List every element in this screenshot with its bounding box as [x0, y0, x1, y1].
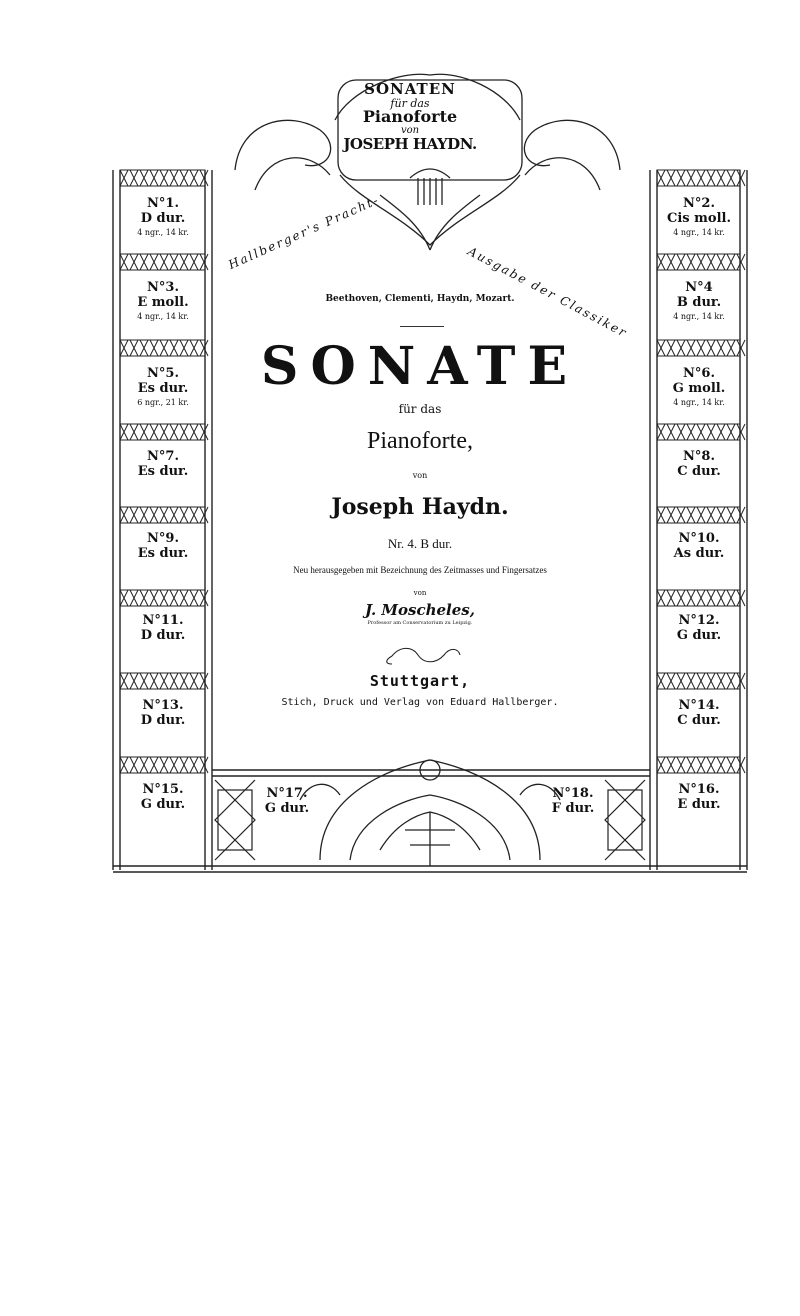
panel-key: G dur.: [140, 797, 186, 812]
panel-key: Cis moll.: [667, 211, 731, 226]
lattice-cross: [737, 170, 745, 186]
lattice-cross: [727, 170, 735, 186]
publisher: Stich, Druck und Verlag von Eduard Hallberger.: [281, 697, 559, 708]
panel-key: C dur.: [677, 464, 721, 479]
panel-price: 4 ngr., 14 kr.: [673, 398, 725, 407]
lattice-cross: [180, 340, 188, 356]
lattice-band: [120, 340, 205, 356]
sonata-panel: [656, 441, 742, 511]
sonata-panel: [656, 605, 742, 675]
lattice-cross: [677, 340, 685, 356]
sonata-panel: [120, 523, 206, 593]
sonata-panel: [120, 441, 206, 511]
sonata-panel: [656, 690, 742, 760]
crest-line-3: Pianoforte: [362, 107, 458, 127]
sonata-panel: [656, 272, 742, 342]
panel-key: D dur.: [140, 628, 186, 643]
lattice-cross: [677, 170, 685, 186]
lattice-cross: [667, 340, 675, 356]
city: Stuttgart,: [369, 672, 471, 690]
lattice-cross: [737, 340, 745, 356]
panel-no: N°16.: [678, 782, 720, 797]
panel-no: N°9.: [147, 531, 179, 546]
panel-key: G dur.: [264, 801, 310, 816]
lattice-cross: [717, 340, 725, 356]
lattice-cross: [120, 340, 128, 356]
sonata-number: Nr. 4. B dur.: [387, 536, 453, 551]
panel-key: G moll.: [672, 381, 726, 396]
lattice-cross: [130, 673, 138, 689]
lattice-cross: [667, 673, 675, 689]
composer-name: Joseph Haydn.: [331, 494, 509, 520]
panel-key: F dur.: [551, 801, 595, 816]
lattice-cross: [170, 170, 178, 186]
crest-line-5: JOSEPH HAYDN.: [343, 134, 477, 153]
lattice-cross: [737, 673, 745, 689]
lattice-cross: [180, 170, 188, 186]
lattice-band: [120, 673, 205, 689]
composers-line: Beethoven, Clementi, Haydn, Mozart.: [325, 294, 515, 304]
lattice-cross: [697, 673, 705, 689]
by-text: von: [412, 471, 428, 480]
panel-no: N°11.: [142, 613, 184, 628]
lattice-cross: [140, 170, 148, 186]
sonata-panel: [120, 272, 206, 342]
panel-price: 6 ngr., 21 kr.: [137, 398, 189, 407]
lattice-cross: [200, 170, 208, 186]
panel-price: 4 ngr., 14 kr.: [137, 228, 189, 237]
divider: [400, 326, 444, 327]
by-text-2: von: [413, 589, 427, 597]
lattice-cross: [717, 673, 725, 689]
panel-key: E moll.: [137, 295, 189, 310]
lattice-cross: [170, 340, 178, 356]
lattice-cross: [717, 170, 725, 186]
panel-key: D dur.: [140, 211, 186, 226]
panel-key: Es dur.: [137, 464, 189, 479]
lattice-cross: [140, 673, 148, 689]
sonata-panel: [656, 774, 742, 844]
lattice-cross: [120, 170, 128, 186]
sonata-panel: [120, 774, 206, 844]
instrument: Pianoforte,: [367, 428, 473, 454]
sonata-panel: [120, 358, 206, 428]
lattice-cross: [687, 170, 695, 186]
panel-price: 4 ngr., 14 kr.: [673, 228, 725, 237]
lattice-cross: [687, 340, 695, 356]
lattice-cross: [727, 673, 735, 689]
panel-key: Es dur.: [137, 381, 189, 396]
lattice-cross: [130, 340, 138, 356]
panel-key: D dur.: [140, 713, 186, 728]
for-text: für das: [398, 402, 442, 416]
lattice-cross: [200, 673, 208, 689]
lattice-cross: [707, 340, 715, 356]
panel-no: N°10.: [678, 531, 720, 546]
crest-line-2: für das: [390, 96, 430, 110]
lattice-cross: [697, 340, 705, 356]
panel-key: B dur.: [676, 295, 722, 310]
sonata-panel: [656, 358, 742, 428]
lattice-cross: [170, 673, 178, 689]
panel-no: N°14.: [678, 698, 720, 713]
panel-key: C dur.: [677, 713, 721, 728]
panel-key: E dur.: [677, 797, 721, 812]
lattice-cross: [150, 170, 158, 186]
lattice-cross: [160, 170, 168, 186]
lattice-cross: [190, 673, 198, 689]
lattice-cross: [180, 673, 188, 689]
lattice-cross: [727, 340, 735, 356]
lattice-cross: [120, 673, 128, 689]
panel-no: N°15.: [142, 782, 184, 797]
lattice-cross: [160, 673, 168, 689]
panel-no: N°18.: [552, 786, 594, 801]
sonata-panel: [120, 605, 206, 675]
crest-line-1: SONATEN: [364, 80, 456, 98]
lattice-band: [120, 170, 205, 186]
lattice-cross: [657, 673, 665, 689]
panel-no: N°1.: [147, 196, 179, 211]
lattice-cross: [657, 170, 665, 186]
panel-price: 4 ngr., 14 kr.: [673, 312, 725, 321]
crest-line-4: von: [400, 125, 420, 137]
sonata-panel: [120, 690, 206, 760]
lattice-cross: [150, 673, 158, 689]
series-arc-right: Ausgabe der Classiker: [465, 244, 630, 341]
lattice-cross: [707, 673, 715, 689]
panel-key: G dur.: [676, 628, 722, 643]
sonata-panel: [120, 188, 206, 258]
sonata-panel: [656, 523, 742, 593]
sonata-panel: [656, 188, 742, 258]
lattice-cross: [190, 170, 198, 186]
panel-key: As dur.: [673, 546, 725, 561]
lattice-cross: [160, 340, 168, 356]
editor-name: J. Moscheles,: [365, 601, 475, 619]
crest-title: [340, 82, 480, 152]
panel-no: N°5.: [147, 366, 179, 381]
lattice-cross: [190, 340, 198, 356]
sonata-panel-bottom: [250, 778, 324, 838]
panel-no: N°12.: [678, 613, 720, 628]
series-arc-left: Hallberger's Pracht-: [226, 192, 382, 272]
edition-note: Neu herausgegeben mit Bezeichnung des Zeitmasses und Fingersatzes: [293, 565, 547, 575]
panel-no: N°3.: [147, 280, 179, 295]
panel-price: 4 ngr., 14 kr.: [137, 312, 189, 321]
panel-no: N°4: [685, 280, 713, 295]
panel-key: Es dur.: [137, 546, 189, 561]
lattice-cross: [667, 170, 675, 186]
sonata-panel-bottom: [536, 778, 610, 838]
panel-no: N°7.: [147, 449, 179, 464]
panel-no: N°8.: [683, 449, 715, 464]
lattice-cross: [140, 340, 148, 356]
lattice-cross: [707, 170, 715, 186]
panel-no: N°2.: [683, 196, 715, 211]
lattice-cross: [687, 673, 695, 689]
lattice-cross: [130, 170, 138, 186]
panel-no: N°13.: [142, 698, 184, 713]
lattice-cross: [697, 170, 705, 186]
main-title: SONATE: [260, 336, 580, 397]
panel-no: N°6.: [683, 366, 715, 381]
lattice-cross: [200, 340, 208, 356]
lattice-cross: [677, 673, 685, 689]
lattice-cross: [657, 340, 665, 356]
lattice-cross: [150, 340, 158, 356]
editor-title: Professor am Conservatorium zu Leipzig.: [367, 620, 473, 626]
panel-no: N°17.: [266, 786, 308, 801]
